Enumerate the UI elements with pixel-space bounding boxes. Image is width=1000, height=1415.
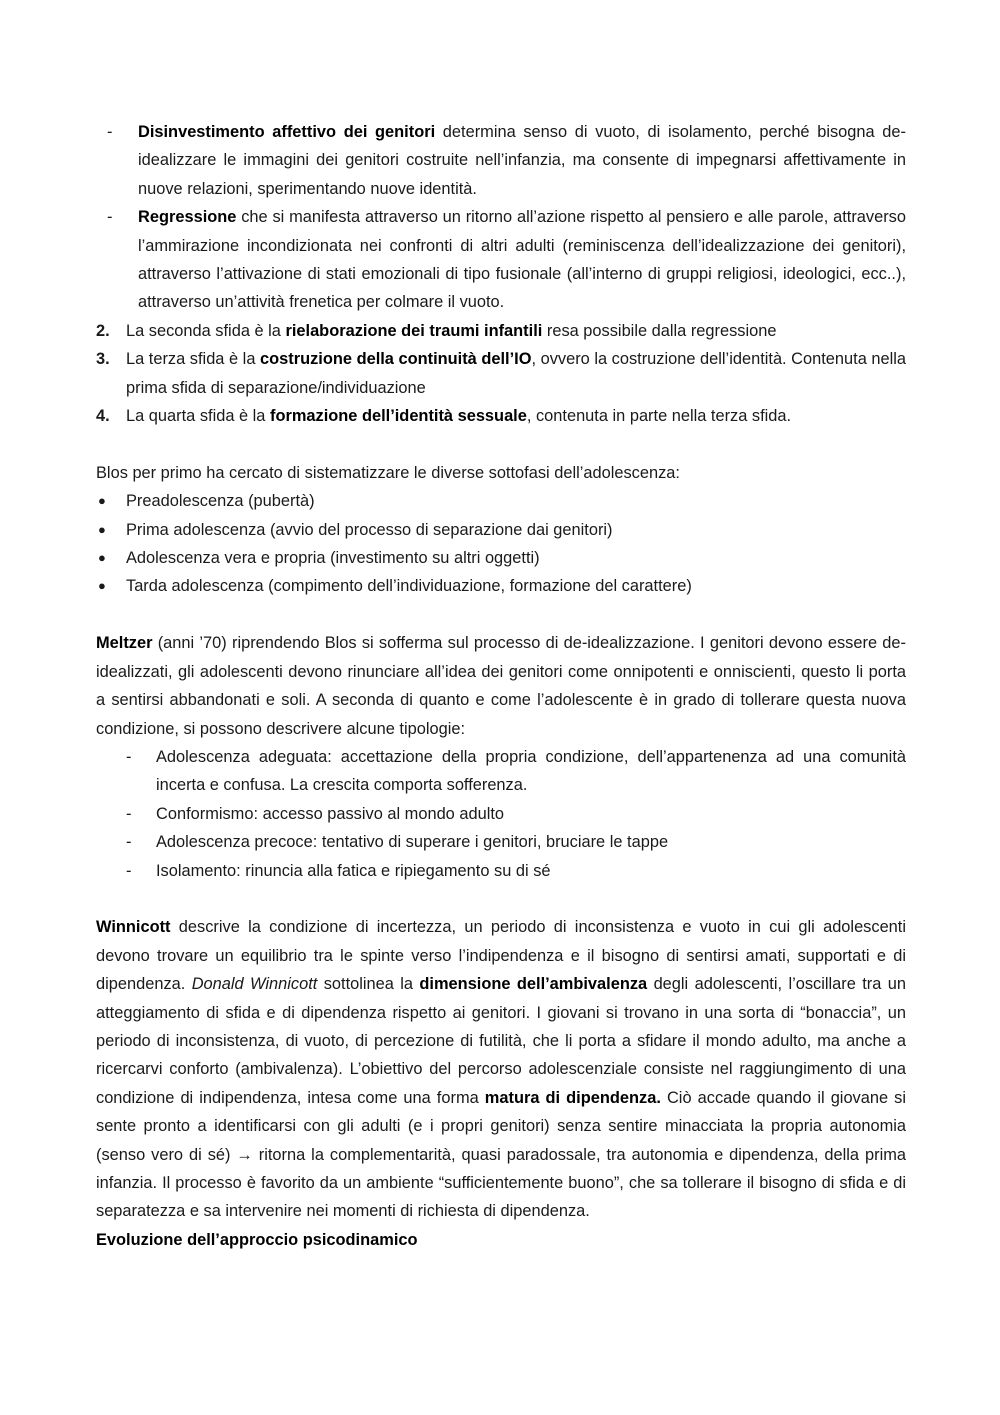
phase-text: Adolescenza vera e propria (investimento su altri oggetti) [126,549,540,568]
winnicott-text-2: sottolinea la [317,975,420,994]
challenge-term: formazione dell’identità sessuale [269,407,527,426]
type-text: Adolescenza precoce: tentativo di superare i genitori, bruciare le tappe [156,833,669,852]
type-text: Isolamento: rinuncia alla fatica e ripiegamento su di sé [156,861,551,880]
phase-text: Prima adolescenza (avvio del processo di separazione dai genitori) [126,520,613,539]
winnicott-text-4: Ciò accade quando il giovane si sente pronto a identificarsi con gli adulti (e i propri genitori) senza sentire minacciata la propria autonomia (senso vero di sé) → ritorna la complementarità, quasi paradossale, tra autonomia e dipendenza, della prima infanzia. Il processo è favorito da un ambiente “sufficientemente buono”, che sa tollerare il bisogno di sfida e di separatezza e sa intervenire nei momenti di richiesta di dipendenza. [96,1088,907,1221]
winnicott-bold-ambivalenza: dimensione dell’ambivalenza [419,975,648,994]
meltzer-text: (anni ’70) riprendendo Blos si sofferma sul processo di de-idealizzazione. I genitori devono essere de-idealizzati, gli adolescenti devono rinunciare all’idea dei genitori come onnipotenti e onniscienti, questo li porta a sentirsi abbandonati e soli. A seconda di quanto e come l’adolescente è in grado di tollerare questa nuova condizione, si possono descrivere alcune tipologie: [96,634,906,738]
winnicott-paragraph [96,913,906,1225]
section-heading: Evoluzione dell’approccio psicodinamico [96,1230,418,1249]
bullet-icon: ● [98,550,106,566]
meltzer-type [96,828,906,856]
dash-marker: - [107,208,113,227]
blos-intro: Blos per primo ha cercato di sistematizzare le diverse sottofasi dell’adolescenza: [96,463,680,482]
list-number: 3. [96,350,110,369]
list-number: 2. [96,321,110,340]
winnicott-italic-name: Donald Winnicott [191,975,318,994]
meltzer-type [96,743,906,800]
item-text: che si manifesta attraverso un ritorno all’azione rispetto al pensiero e alle parole, attraverso l’ammirazione incondizionata nei confronti di altri adulti (reminiscenza dell’idealizzazione dei genitori), attraverso l’attivazione di stati emozionali di tipo fusionale (all’interno di gruppi religiosi, ideologici, ecc..), attraverso un’attività frenetica per colmare il vuoto. [138,208,906,312]
challenge-pre: La quarta sfida è la [126,407,270,426]
bullet-icon: ● [98,493,106,509]
item-text: determina senso di vuoto, di isolamento, perché bisogna de-idealizzare le immagini dei genitori costruite nell’infanzia, ma consente di impegnarsi affettivamente in nuove relazioni, sperimentando nuove identità. [138,123,906,198]
phase-text: Preadolescenza (pubertà) [126,492,315,511]
challenge-4 [96,402,906,430]
meltzer-type [96,857,906,885]
meltzer-type [96,800,906,828]
list-item-regressione [96,203,906,317]
winnicott-text-3: degli adolescenti, l’oscillare tra un atteggiamento di sfida e di dipendenza rispetto ai genitori. I giovani si trovano in una sorta di “bonaccia”, un periodo di inconsistenza, di vuoto, di percezione di futilità, che li porta a sfidare il mondo adulto, ma anche a ricercarvi conforto (ambivalenza). L’obiettivo del percorso adolescenziale consiste nel raggiungimento di una condizione di indipendenza, intesa come una forma [96,975,906,1107]
bullet-item [96,487,906,515]
challenge-post: , ovvero la costruzione dell’identità. Contenuta nella prima sfida di separazione/individuazione [126,350,907,397]
dash-marker: - [126,747,132,766]
list-number: 4. [96,407,110,426]
challenge-3 [96,345,906,402]
dash-marker: - [126,804,132,823]
blank-line [96,601,906,629]
dash-marker: - [107,123,113,141]
phase-text: Tarda adolescenza (compimento dell’individuazione, formazione del carattere) [126,577,692,596]
dash-marker: - [126,861,132,880]
type-text: Conformismo: accesso passivo al mondo adulto [156,804,505,823]
winnicott-name: Winnicott [96,918,171,937]
winnicott-bold-dipendenza: matura di dipendenza. [484,1088,661,1107]
challenge-pre: La seconda sfida è la [126,321,286,340]
bullet-icon: ● [98,521,106,537]
meltzer-name: Meltzer [96,634,153,653]
dash-marker: - [126,833,132,852]
challenge-pre: La terza sfida è la [126,350,261,369]
bullet-item [96,544,906,572]
list-item-disinvestimento [96,118,906,203]
challenge-term: costruzione della continuità dell’IO [260,350,532,369]
bullet-item [96,516,906,544]
challenge-post: , contenuta in parte nella terza sfida. [526,407,792,426]
bullet-item [96,572,906,600]
term-disinvestimento: Disinvestimento affettivo dei genitori [138,123,436,141]
blank-line [96,430,906,458]
blank-line [96,885,906,913]
type-text: Adolescenza adeguata: accettazione della propria condizione, dell’appartenenza ad una comunità incerta e confusa. La crescita comporta sofferenza. [156,747,906,795]
term-regressione: Regressione [138,208,237,227]
bullet-icon: ● [98,578,106,594]
meltzer-paragraph [96,629,906,743]
document-page [96,118,906,1254]
challenge-post: resa possibile dalla regressione [542,321,777,340]
winnicott-text-1: descrive la condizione di incertezza, un periodo di inconsistenza e vuoto in cui gli adolescenti devono trovare un equilibrio tra le spinte verso l’indipendenza e il bisogno di sentirsi amati, supportati e di dipendenza. [96,918,906,994]
challenge-term: rielaborazione dei traumi infantili [285,321,543,340]
challenge-2 [96,317,906,345]
